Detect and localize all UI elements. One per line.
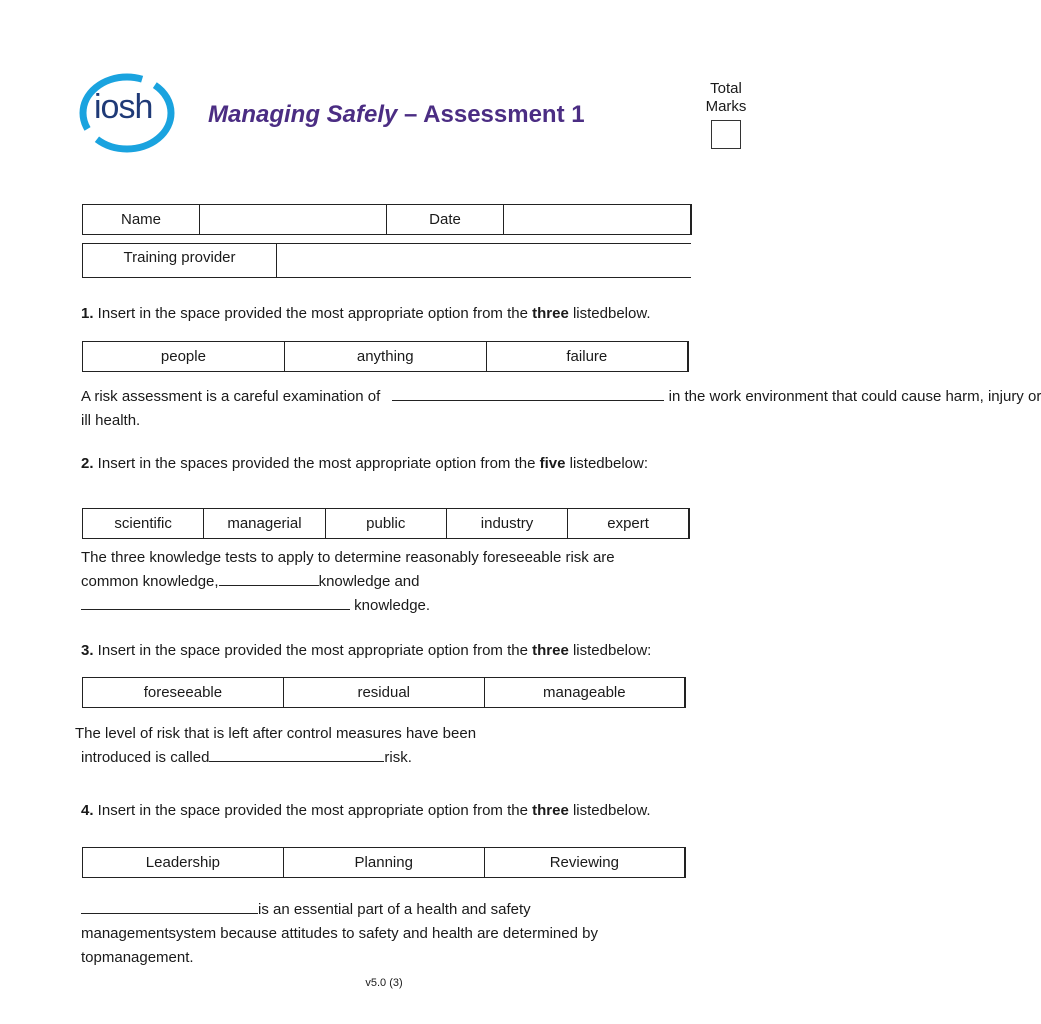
name-field[interactable] <box>200 205 387 235</box>
q2-line-2 <box>81 570 420 594</box>
name-date-table <box>82 204 692 235</box>
q3-text-a: Insert in the space provided the most appropriate option from the <box>93 642 533 659</box>
q2-bold: five <box>539 455 566 472</box>
q1-sentence-a: A risk assessment is a careful examination of <box>81 388 385 405</box>
marks-label-line2: Marks <box>705 98 747 115</box>
q2-option: public <box>325 509 446 539</box>
q2-line-3 <box>81 594 430 618</box>
q2-answer-blank-2[interactable] <box>81 596 350 610</box>
question-3 <box>81 642 651 659</box>
version-footer: v5.0 (3) <box>365 977 403 989</box>
q2-text-b: listedbelow: <box>565 455 649 472</box>
page-title <box>208 101 585 129</box>
q3-text-b: listedbelow: <box>568 642 652 659</box>
provider-table <box>82 243 691 278</box>
q3-line-1: The level of risk that is left after control measures have been <box>75 725 477 742</box>
q3-option: residual <box>283 678 484 708</box>
q2-text-a: Insert in the spaces provided the most appropriate option from the <box>93 455 540 472</box>
q2-options <box>82 508 690 539</box>
q2-line2-b: knowledge and <box>318 573 420 590</box>
q2-option: industry <box>446 509 567 539</box>
total-marks-box[interactable] <box>711 120 741 149</box>
q1-options <box>82 341 689 372</box>
q1-option: people <box>83 342 285 372</box>
q4-bold: three <box>532 802 569 819</box>
q1-sentence <box>81 385 1041 409</box>
q1-text-b: listedbelow. <box>568 305 651 322</box>
q4-option: Leadership <box>83 848 284 878</box>
q3-options <box>82 677 686 708</box>
q4-number: 4. <box>81 802 94 819</box>
q4-line-1 <box>81 898 531 922</box>
q4-option: Planning <box>283 848 484 878</box>
q2-option: scientific <box>83 509 204 539</box>
provider-label: Training provider <box>83 244 277 278</box>
date-label: Date <box>387 205 504 235</box>
question-1 <box>81 305 651 322</box>
q4-option: Reviewing <box>484 848 685 878</box>
q3-line2-a: introduced is called <box>81 749 210 766</box>
name-label: Name <box>83 205 200 235</box>
q1-answer-blank[interactable] <box>392 387 664 401</box>
iosh-logo <box>80 74 174 152</box>
question-2 <box>81 455 648 472</box>
q4-line-2: managementsystem because attitudes to safety and health are determined by <box>81 925 598 942</box>
total-marks <box>700 80 752 149</box>
q2-line3-b: knowledge. <box>350 597 431 614</box>
title-course: Managing Safely <box>208 101 398 128</box>
q4-text-b: listedbelow. <box>568 802 651 819</box>
logo-text: iosh <box>94 88 153 126</box>
q2-line-1: The three knowledge tests to apply to determine reasonably foreseeable risk are <box>81 549 615 566</box>
q1-text-a: Insert in the space provided the most appropriate option from the <box>93 305 533 322</box>
q4-answer-blank[interactable] <box>81 900 258 914</box>
title-assessment: – Assessment 1 <box>397 101 585 128</box>
q3-answer-blank[interactable] <box>209 748 384 762</box>
q4-text-a: Insert in the space provided the most appropriate option from the <box>93 802 533 819</box>
provider-field[interactable] <box>277 244 691 278</box>
q4-line-3: topmanagement. <box>81 949 194 966</box>
q3-bold: three <box>532 642 569 659</box>
q4-line1-b: is an essential part of a health and safety <box>258 901 531 918</box>
q3-option: manageable <box>484 678 685 708</box>
q3-option: foreseeable <box>83 678 284 708</box>
date-field[interactable] <box>504 205 691 235</box>
marks-label-line1: Total <box>710 80 742 97</box>
q2-line2-a: common knowledge, <box>81 573 219 590</box>
question-4 <box>81 802 651 819</box>
q2-option: managerial <box>204 509 325 539</box>
q3-number: 3. <box>81 642 94 659</box>
q1-number: 1. <box>81 305 94 322</box>
q1-sentence-c: ill health. <box>81 412 141 429</box>
q2-option: expert <box>568 509 689 539</box>
q3-line-2 <box>81 746 412 770</box>
q2-number: 2. <box>81 455 94 472</box>
q3-line2-b: risk. <box>384 749 412 766</box>
q4-options <box>82 847 686 878</box>
q1-option: anything <box>284 342 486 372</box>
q1-bold: three <box>532 305 569 322</box>
q1-sentence-b: in the work environment that could cause harm, injury or <box>664 388 1041 405</box>
q1-option: failure <box>486 342 688 372</box>
q2-answer-blank-1[interactable] <box>219 572 319 586</box>
